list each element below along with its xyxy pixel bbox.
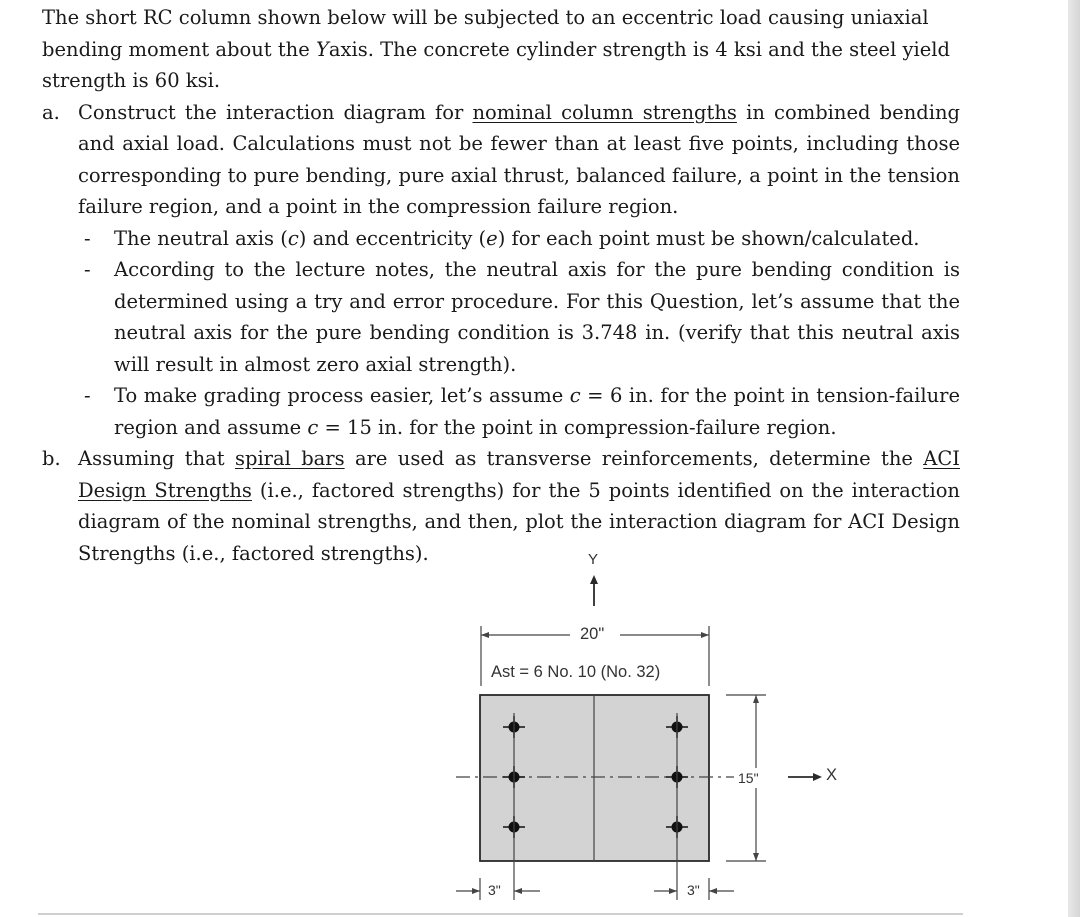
bullet-text: The neutral axis ( bbox=[114, 226, 288, 250]
part-b-underlined-term: ACI Design Strengths bbox=[78, 447, 960, 502]
x-axis-arrow-head bbox=[813, 773, 822, 781]
bullet-text: ) and eccentricity ( bbox=[298, 226, 487, 250]
part-b-underlined-term: spiral bars bbox=[234, 447, 345, 470]
e-symbol: e bbox=[486, 226, 498, 250]
y-axis-symbol: Y bbox=[315, 37, 329, 61]
width-dim-arrow-right bbox=[701, 632, 709, 638]
part-b-text: are used as transverse reinforcements, determine the bbox=[344, 447, 924, 470]
intro-line-1: The short RC column shown below will be subjected to an eccentric load causing uniaxial bbox=[42, 6, 929, 29]
part-a-text-after: in combined bending and axial load. Calculations must not be fewer than at least five points, including those corresponding to pure bending, pure axial thrust, balanced failure, a point in the tension failure region, and a point in the compression failure region. bbox=[78, 100, 961, 218]
x-axis-label: X bbox=[826, 766, 838, 784]
c-symbol: c bbox=[569, 384, 581, 407]
height-dim-arrow-top bbox=[753, 695, 759, 703]
cover-dim-arrow bbox=[709, 888, 717, 894]
part-a-text-before: Construct the interaction diagram for bbox=[78, 100, 473, 124]
cover-dim-arrow bbox=[472, 888, 480, 894]
intro-paragraph bbox=[42, 2, 960, 97]
height-dimension-label: 15" bbox=[738, 770, 759, 786]
bullet-marker: - bbox=[84, 258, 91, 281]
cover-dim-arrow bbox=[669, 888, 677, 894]
column-section-figure bbox=[436, 548, 866, 910]
bullet-text: = 6 in. for the point in tension-failure region and assume bbox=[114, 384, 960, 439]
cover-dim-arrow bbox=[514, 888, 522, 894]
steel-area-label: Ast = 6 No. 10 (No. 32) bbox=[491, 663, 661, 681]
c-symbol: c bbox=[307, 415, 319, 439]
width-dim-arrow-left bbox=[481, 632, 489, 638]
part-b-marker: b. bbox=[42, 447, 61, 470]
intro-text: bending moment about the bbox=[42, 37, 316, 61]
column-section-drawing bbox=[436, 548, 866, 910]
part-a-bullet-3 bbox=[42, 380, 960, 443]
bullet-text: ) for each point must be shown/calculated. bbox=[497, 226, 920, 250]
page-edge-shadow bbox=[1068, 0, 1080, 917]
page-bottom-rule bbox=[38, 913, 963, 915]
cover-left-label: 3" bbox=[488, 882, 501, 898]
part-a-marker: a. bbox=[42, 100, 60, 124]
height-dim-arrow-bottom bbox=[753, 853, 759, 861]
bullet-marker: - bbox=[84, 384, 91, 407]
part-b-text: (i.e., factored strengths) for the 5 points identified on the interaction diagram of the nominal strengths, and then, plot the interaction diagram for ACI Design Strengths (i.e., factored strengths). bbox=[78, 478, 960, 565]
bullet-text: According to the lecture notes, the neutral axis for the pure bending condition is determined using a try and error procedure. For this Question, let’s assume that the neutral axis for the pure bending condition is 3.748 in. (verify that this neutral axis will result in almost zero axial strength). bbox=[114, 258, 960, 376]
intro-line-2 bbox=[42, 34, 960, 66]
bullet-text: = 15 in. for the point in compression-failure region. bbox=[318, 415, 837, 439]
problem-document bbox=[42, 2, 960, 569]
part-b-text: Assuming that bbox=[78, 447, 235, 470]
part-a-bullet-1 bbox=[42, 223, 960, 255]
y-axis-arrow-head bbox=[590, 575, 598, 584]
c-symbol: c bbox=[287, 226, 299, 250]
part-a-bullet-2 bbox=[42, 254, 960, 380]
bullet-marker: - bbox=[84, 226, 91, 250]
part-a-underlined-term: nominal column strengths bbox=[472, 100, 737, 124]
intro-text: axis. The concrete cylinder strength is 4 ksi and the steel yield bbox=[328, 37, 951, 61]
part-a bbox=[42, 97, 960, 223]
width-dimension-label: 20" bbox=[577, 625, 607, 644]
cover-right-label: 3" bbox=[687, 882, 700, 898]
bullet-text: To make grading process easier, let’s assume bbox=[114, 384, 570, 407]
intro-line-3: strength is 60 ksi. bbox=[42, 69, 221, 92]
y-axis-label: Y bbox=[588, 551, 599, 568]
